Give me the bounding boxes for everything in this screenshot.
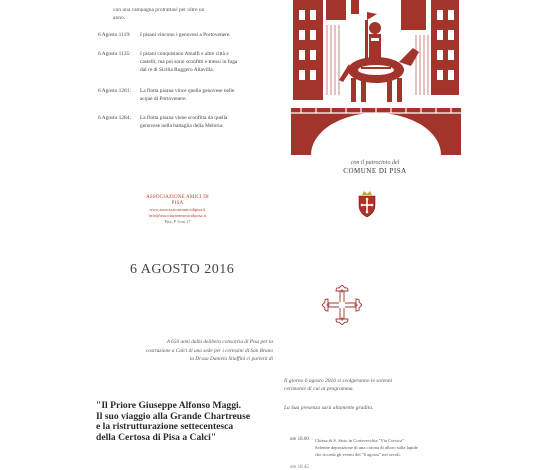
lecture-title bbox=[96, 401, 286, 443]
event-text-line: I pisani vincono i genovesi a Portovenere. bbox=[140, 32, 231, 38]
paragraph-line: A 650 anni dalla delibera consorzia di Pisa per la bbox=[166, 339, 273, 345]
event-text-line: dal re di Sicilia Ruggero Altavilla. bbox=[140, 67, 214, 73]
patronage-label: con il patrocinio del bbox=[350, 160, 400, 166]
welcome-note: La Sua presenza sarà altamente gradita. bbox=[284, 405, 374, 411]
ceremony-text bbox=[284, 377, 464, 393]
event-text-line: castelli; ma poi sono sconfitti e messi in fuga bbox=[140, 59, 238, 65]
paragraph-line: costruzione a Calci di una sede per i certosini di San Bruno bbox=[146, 347, 273, 354]
woodcut-illustration bbox=[291, 0, 461, 155]
intro-line-1: con una campagna protrattasi per oltre un bbox=[113, 7, 205, 13]
ceremony-line: cerimonie di cui al programma. bbox=[284, 386, 354, 392]
event-text-line: I pisani conquistano Amalfi e altre città e bbox=[140, 51, 229, 57]
ceremony-line: Il giorno 6 agosto 2016 si svolgeranno le solenni bbox=[284, 378, 393, 384]
title-line: e la ristrutturazione settecentesca bbox=[96, 421, 234, 432]
patronage-municipality: COMUNE DI PISA bbox=[343, 167, 407, 175]
event-text-line: acque di Portovenere. bbox=[140, 96, 187, 102]
event-date: 6 Agosto 1284: bbox=[98, 115, 131, 121]
paragraph-line: la Dr.ssa Daniela Stiaffini ci parlerà di bbox=[189, 356, 273, 362]
program-line: che ricorda gli eventi del "6 agosto" nei secoli. bbox=[315, 452, 401, 457]
event-date: 6 Agosto 1135: bbox=[98, 51, 131, 57]
program-line: Chiesa di S. Sisto in Cortevecchia "Via Corsica" bbox=[315, 438, 404, 443]
event-text bbox=[140, 31, 272, 39]
event-date-heading: 6 AGOSTO 2016 bbox=[130, 262, 235, 277]
title-line: della Certosa di Pisa a Calci" bbox=[96, 431, 217, 443]
program-line: Solenne deposizione di una corona di alloro sulla lapide bbox=[315, 445, 418, 450]
association-address: Pisa, P. Gori 17 bbox=[164, 219, 191, 224]
patronage-block bbox=[330, 159, 420, 176]
event-date: 6 Agosto 1261: bbox=[98, 88, 131, 94]
title-line: Il suo viaggio alla Grande Chartreuse bbox=[96, 410, 251, 422]
intro-paragraph bbox=[103, 338, 273, 364]
program-time: ore 18.45 bbox=[290, 465, 309, 470]
association-website[interactable]: www.associazioneamicidipisa.it bbox=[149, 207, 206, 212]
title-line: "Il Priore Giuseppe Alfonso Maggi. bbox=[96, 400, 242, 411]
program-description bbox=[315, 437, 465, 458]
intro-line-2: anno. bbox=[113, 15, 126, 21]
coat-of-arms-icon bbox=[356, 190, 378, 218]
event-text-line: La flotta pisana vince quella genovese nelle bbox=[140, 88, 235, 94]
association-block bbox=[140, 195, 215, 225]
event-date: 6 Agosto 1119: bbox=[98, 32, 131, 38]
event-text-line: genovese nella battaglia della Meloria. bbox=[140, 123, 224, 129]
event-text bbox=[140, 114, 272, 130]
association-email[interactable]: info@associazioneamicidipisa.it bbox=[148, 213, 207, 218]
pisan-cross-icon bbox=[322, 285, 362, 325]
program-time: ore 18.00 bbox=[290, 437, 309, 442]
event-text-line: La flotta pisana viene sconfitta da quella bbox=[140, 115, 228, 121]
event-text bbox=[140, 87, 272, 103]
association-name: ASSOCIAZIONE AMICI DI PISA bbox=[146, 195, 209, 206]
event-text bbox=[140, 50, 272, 74]
